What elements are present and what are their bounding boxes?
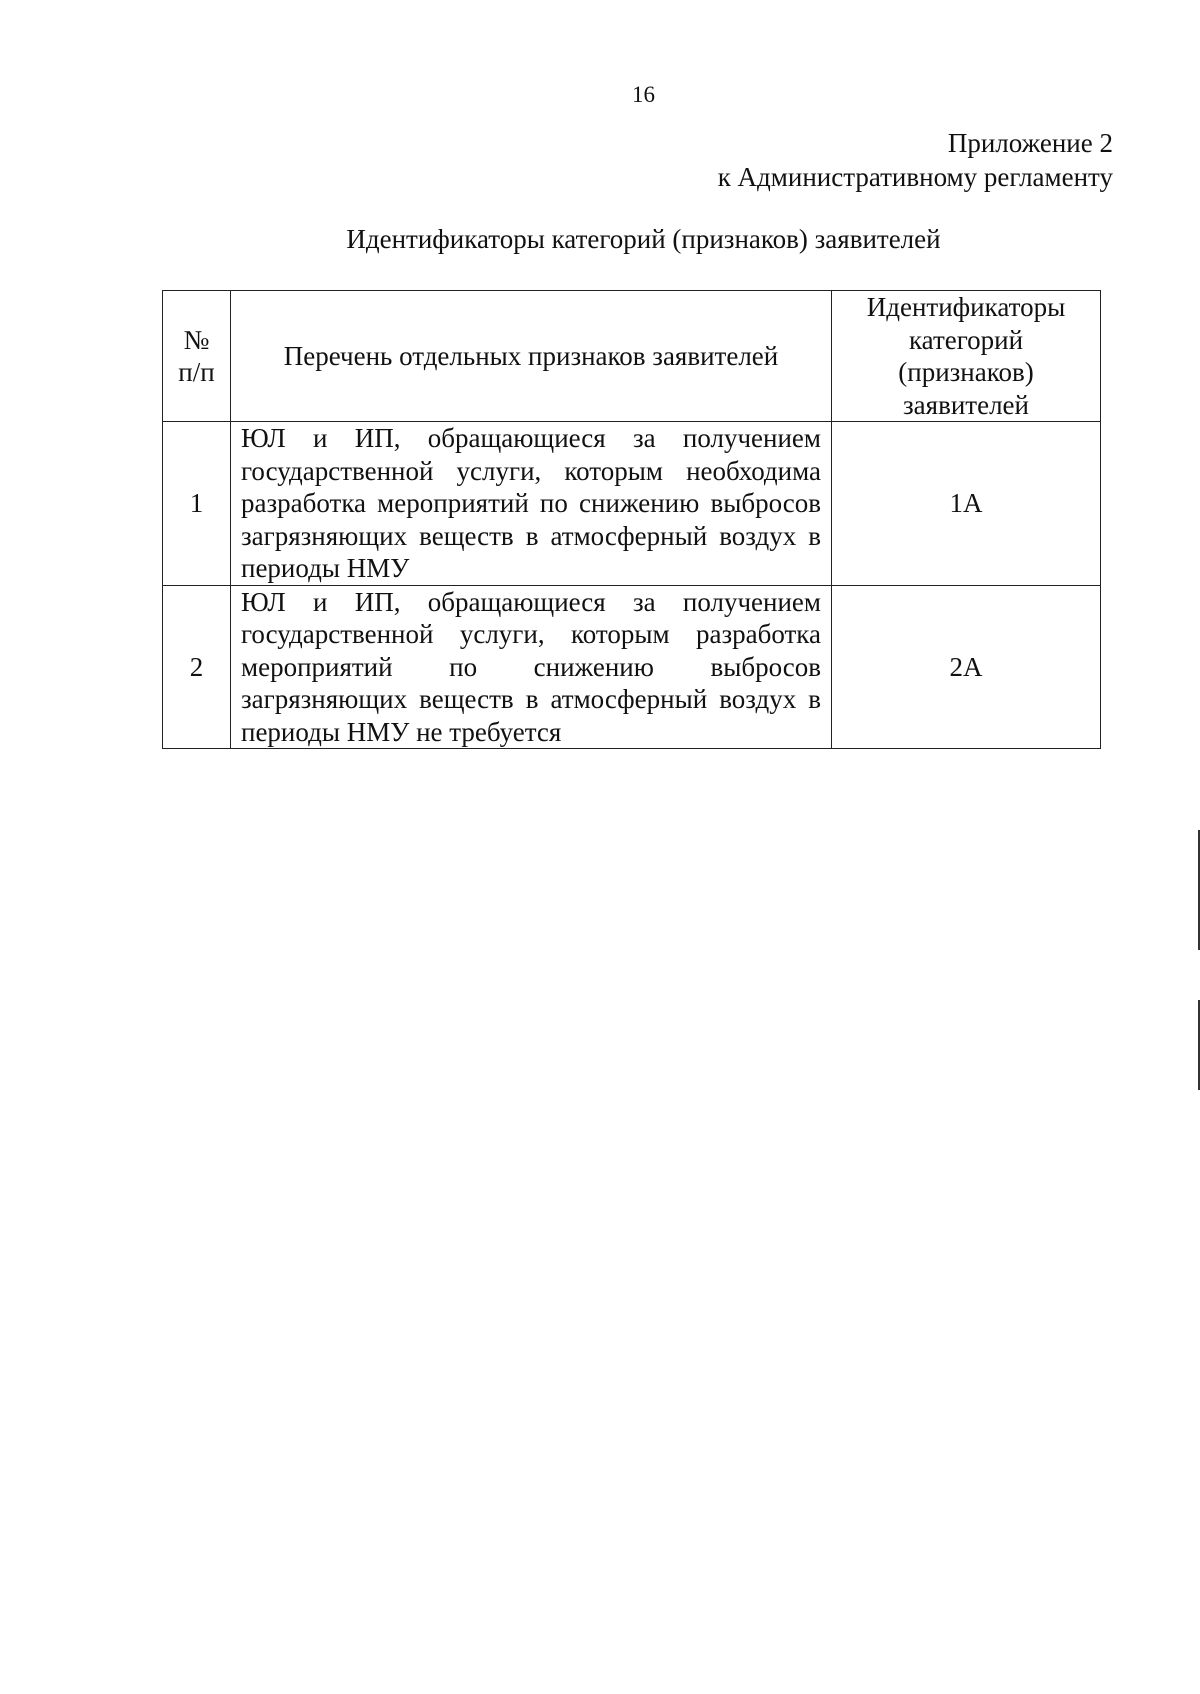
row-description: ЮЛ и ИП, обращающиеся за получением государственной услуги, которым необходима разработка мероприятий по снижению выбросов загрязняющих веществ в атмосферный воздух в периоды НМУ [231,422,832,586]
table-header-row [163,291,1101,422]
appendix-line-2: к Административному регламенту [717,162,1113,192]
applicant-categories-table [162,290,1101,749]
row-description: ЮЛ и ИП, обращающиеся за получением государственной услуги, которым разработка мероприятий по снижению выбросов загрязняющих веществ в атмосферный воздух в периоды НМУ не требуется [231,585,832,749]
row-number: 1 [163,422,231,586]
row-identifier: 2А [832,585,1101,749]
row-number: 2 [163,585,231,749]
row-identifier: 1А [832,422,1101,586]
page-number: 16 [632,82,655,107]
appendix-header [718,126,1113,194]
document-title: Идентификаторы категорий (признаков) заявителей [346,224,941,254]
table-row [163,422,1101,586]
table-row [163,585,1101,749]
header-identifier: Идентификаторы категорий (признаков) заявителей [832,291,1101,422]
appendix-line-1: Приложение 2 [947,128,1113,158]
header-description: Перечень отдельных признаков заявителей [231,291,832,422]
header-number: № п/п [163,291,231,422]
